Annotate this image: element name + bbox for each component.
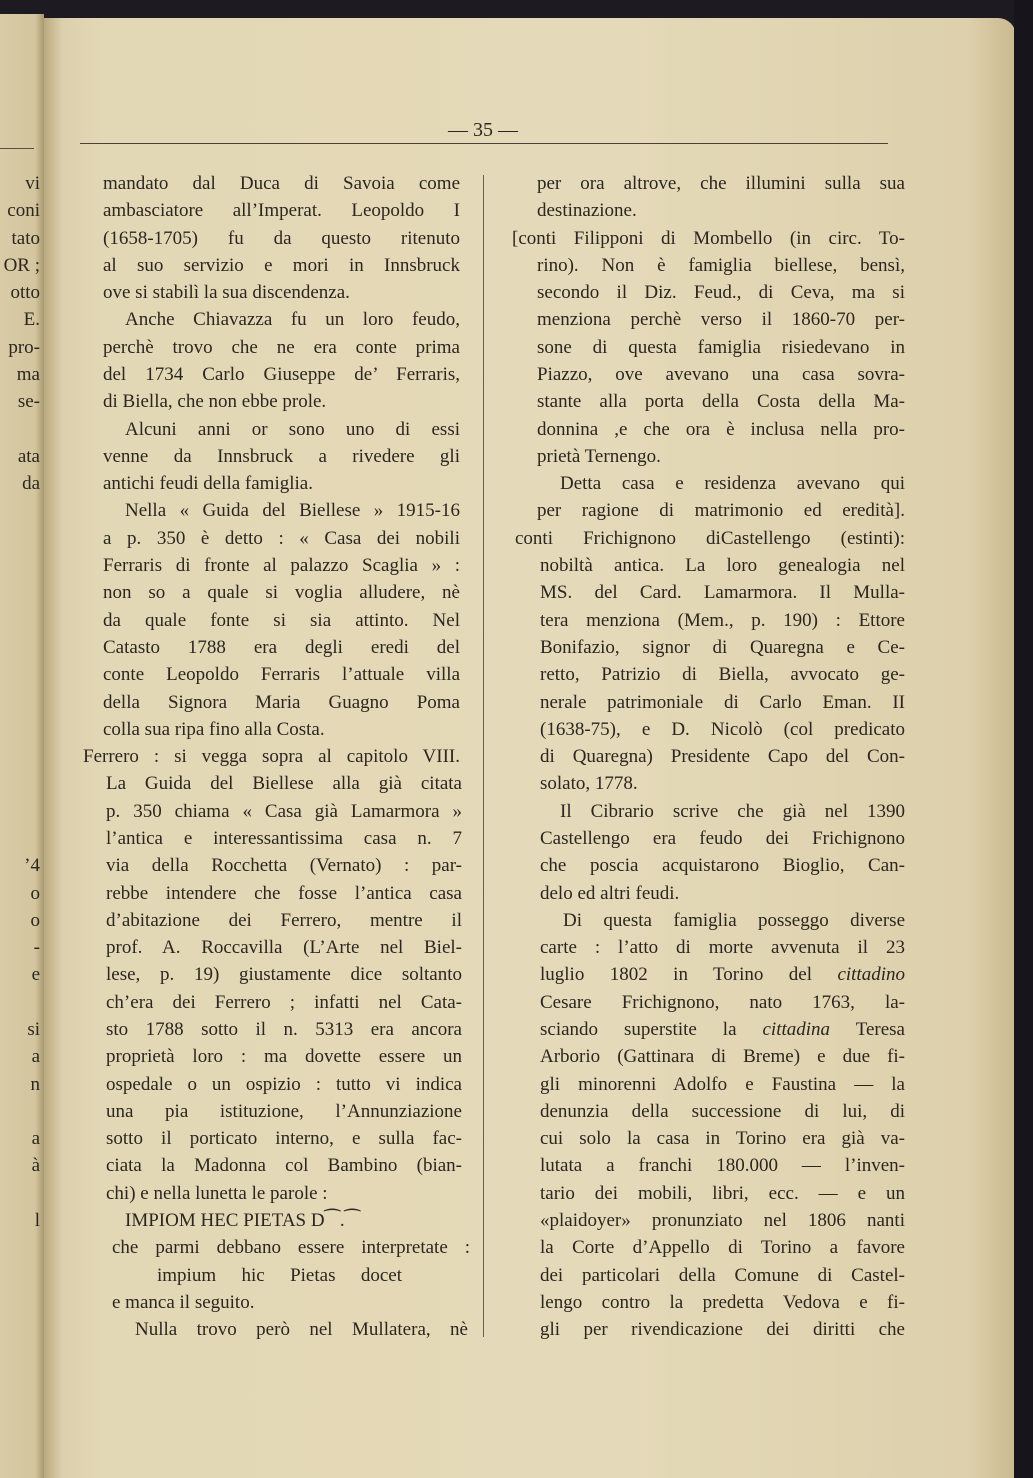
right-column-line: di Quaregna) Presidente Capo del Con- xyxy=(540,746,905,768)
right-column-line: Piazzo, ove avevano una casa sovra- xyxy=(537,364,905,386)
left-column-line: l’antica e interessantissima casa n. 7 xyxy=(106,827,462,849)
left-column-line: Ferrero : si vegga sopra al capitolo VIII. xyxy=(83,746,460,768)
right-column-line: Di questa famiglia posseggo diverse xyxy=(563,909,905,931)
right-column-line: la Corte d’Appello di Torino a favore xyxy=(540,1237,905,1259)
right-column-line: donnina ,e che ora è inclusa nella pro- xyxy=(537,418,905,440)
page-number: — 35 — xyxy=(448,119,518,141)
previous-page-text-fragment: tato xyxy=(11,227,40,249)
page-shadow-edge xyxy=(1014,0,1033,1478)
right-column-line: denunzia della successione di lui, di xyxy=(540,1100,905,1122)
right-column-line: per ora altrove, che illumini sulla sua xyxy=(537,173,905,194)
right-column-line: cui solo la casa in Torino era già va- xyxy=(540,1128,905,1150)
right-column-line: gli per rivendicazione dei diritti che xyxy=(540,1319,905,1341)
previous-page-text-fragment: pro- xyxy=(8,336,40,358)
previous-page-text-fragment: ma xyxy=(16,364,40,386)
right-column-line: conti Frichignono diCastellengo (estinti): xyxy=(515,527,905,549)
right-column-line: dei particolari della Comune di Castel- xyxy=(540,1264,905,1286)
italic-word: cittadino xyxy=(837,964,905,986)
right-column-line: MS. del Card. Lamarmora. Il Mulla- xyxy=(540,582,905,604)
column-divider xyxy=(483,175,484,1337)
right-column-line: solato, 1778. xyxy=(540,773,638,795)
left-column-line: (1658-1705) fu da questo ritenuto xyxy=(103,227,460,249)
left-column-line: e manca il seguito. xyxy=(112,1291,255,1313)
right-column-line: Bonifazio, signor di Quaregna e Ce- xyxy=(540,636,905,658)
left-column-line: non so a quale si voglia alludere, nè xyxy=(103,582,460,604)
previous-page-text-fragment: e xyxy=(31,964,40,986)
previous-page-text-fragment: otto xyxy=(10,282,40,304)
right-column-line: prietà Ternengo. xyxy=(537,445,661,467)
previous-page-text-fragment: E. xyxy=(23,309,40,331)
left-column-line: conte Leopoldo Ferraris l’attuale villa xyxy=(103,664,460,686)
right-column-line: lutata a franchi 180.000 — l’inven- xyxy=(540,1155,905,1177)
right-column-line: stante alla porta della Costa della Ma- xyxy=(537,391,905,413)
right-column-line: carte : l’atto di morte avvenuta il 23 xyxy=(540,937,905,959)
right-column-line: sciando superstite la cittadina Teresa xyxy=(540,1018,905,1040)
left-column-line: ospedale o un ospizio : tutto vi indica xyxy=(106,1073,462,1095)
left-column-line: Anche Chiavazza fu un loro feudo, xyxy=(125,309,460,331)
left-column-line: impium hic Pietas docet xyxy=(157,1264,402,1286)
left-column-line: di Biella, che non ebbe prole. xyxy=(103,391,327,413)
right-column-line: Castellengo era feudo dei Frichignono xyxy=(540,827,905,849)
right-column-line: Arborio (Gattinara di Breme) e due fi- xyxy=(540,1046,905,1068)
left-column-line: p. 350 chiama « Casa già Lamarmora » xyxy=(106,800,462,822)
right-column-line: nerale patrimoniale di Carlo Eman. II xyxy=(540,691,905,713)
right-column-line: per ragione di matrimonio ed eredità]. xyxy=(537,500,905,522)
right-column-line: delo ed altri feudi. xyxy=(540,882,680,904)
previous-page-text-fragment: se- xyxy=(17,391,40,413)
right-column-line: [conti Filipponi di Mombello (in circ. To- xyxy=(512,227,905,249)
left-column-line: una pia istituzione, l’Annunziazione xyxy=(106,1100,462,1122)
right-column-line: luglio 1802 in Torino del cittadino xyxy=(540,964,905,986)
left-column-line: a p. 350 è detto : « Casa dei nobili xyxy=(103,527,460,549)
header-rule xyxy=(80,143,888,144)
left-column-line: colla sua ripa fino alla Costa. xyxy=(103,718,325,740)
left-column-line: Catasto 1788 era degli eredi del xyxy=(103,636,460,658)
left-column-line: antichi feudi della famiglia. xyxy=(103,473,313,495)
previous-page-text-fragment: si xyxy=(27,1018,40,1040)
previous-page-text-fragment: coni xyxy=(7,200,40,222)
left-column-line: mandato dal Duca di Savoia come xyxy=(103,173,460,194)
left-column-line: prof. A. Roccavilla (L’Arte nel Biel- xyxy=(106,937,462,959)
left-column-line: al suo servizio e mori in Innsbruck xyxy=(103,254,460,276)
right-column-line: menziona perchè verso il 1860-70 per- xyxy=(537,309,905,331)
left-column-line: perchè trovo che ne era conte prima xyxy=(103,336,460,358)
left-column-line: Nulla trovo però nel Mullatera, nè xyxy=(135,1319,468,1341)
right-column-line: Il Cibrario scrive che già nel 1390 xyxy=(560,800,905,822)
left-column-line: lese, p. 19) giustamente dice soltanto xyxy=(106,964,462,986)
left-column-line: sotto il porticato interno, e sulla fac- xyxy=(106,1128,462,1150)
previous-page-text-fragment: à xyxy=(31,1155,40,1177)
previous-page-text-fragment: a xyxy=(31,1128,40,1150)
left-column-line: La Guida del Biellese alla già citata xyxy=(106,773,462,795)
previous-page-header-rule xyxy=(0,148,34,149)
left-column-line: chi) e nella lunetta le parole : xyxy=(106,1182,328,1204)
previous-page-text-fragment: OR ; xyxy=(3,254,40,276)
left-column-line: rebbe intendere che fosse l’antica casa xyxy=(106,882,462,904)
right-column-line: secondo il Diz. Feud., di Ceva, ma si xyxy=(537,282,905,304)
left-column-line: sto 1788 sotto il n. 5313 era ancora xyxy=(106,1018,462,1040)
previous-page-text-fragment: o xyxy=(30,909,40,931)
left-column-line: Nella « Guida del Biellese » 1915-16 xyxy=(125,500,460,522)
previous-page-text-fragment: n xyxy=(30,1073,40,1095)
left-column-line: ch’era dei Ferrero ; infatti nel Cata- xyxy=(106,991,462,1013)
right-column-line: rino). Non è famiglia biellese, bensì, xyxy=(537,254,905,276)
right-column-line: che poscia acquistarono Bioglio, Can- xyxy=(540,855,905,877)
right-column-line: tera menziona (Mem., p. 190) : Ettore xyxy=(540,609,905,631)
right-column-line: nobiltà antica. La loro genealogia nel xyxy=(540,555,905,577)
right-column-line: Detta casa e residenza avevano qui xyxy=(560,473,905,495)
right-column-line: tario dei mobili, libri, ecc. — e un xyxy=(540,1182,905,1204)
left-column-line: ambasciatore all’Imperat. Leopoldo I xyxy=(103,200,460,222)
previous-page-text-fragment: - xyxy=(33,937,40,959)
previous-page-text-fragment: o xyxy=(30,882,40,904)
right-column-line: gli minorenni Adolfo e Faustina — la xyxy=(540,1073,905,1095)
right-column-line: lengo contro la predetta Vedova e fi- xyxy=(540,1291,905,1313)
left-column-line: che parmi debbano essere interpretate : xyxy=(112,1237,470,1259)
left-column-line: del 1734 Carlo Giuseppe de’ Ferraris, xyxy=(103,364,460,386)
previous-page-text-fragment: ata xyxy=(17,445,40,467)
previous-page-text-fragment: l xyxy=(34,1210,40,1232)
left-column-line: proprietà loro : ma dovette essere un xyxy=(106,1046,462,1068)
left-column-line: via della Rocchetta (Vernato) : par- xyxy=(106,855,462,877)
previous-page-text-fragment: a xyxy=(31,1046,40,1068)
left-column-line: Alcuni anni or sono uno di essi xyxy=(125,418,460,440)
left-column-line: venne da Innsbruck a rivedere gli xyxy=(103,445,460,467)
right-column-line: «plaidoyer» pronunziato nel 1806 nanti xyxy=(540,1210,905,1232)
left-column-line: IMPIOM HEC PIETAS D⁀.⁀ xyxy=(125,1210,360,1232)
left-column-line: della Signora Maria Guagno Poma xyxy=(103,691,460,713)
right-column-line: Cesare Frichignono, nato 1763, la- xyxy=(540,991,905,1013)
previous-page-text-fragment: da xyxy=(22,473,40,495)
left-column-line: da quale fonte si sia attinto. Nel xyxy=(103,609,460,631)
previous-page-text-fragment: ’4 xyxy=(24,855,40,877)
right-column-line: sone di questa famiglia risiedevano in xyxy=(537,336,905,358)
italic-word: cittadina xyxy=(762,1018,831,1040)
right-column-line: destinazione. xyxy=(537,200,637,222)
left-column-line: Ferraris di fronte al palazzo Scaglia » : xyxy=(103,555,460,577)
left-column-line: ove si stabilì la sua discendenza. xyxy=(103,282,350,304)
right-column-line: (1638-75), e D. Nicolò (col predicato xyxy=(540,718,905,740)
left-column-line: ciata la Madonna col Bambino (bian- xyxy=(106,1155,462,1177)
previous-page-text-fragment: vi xyxy=(25,173,40,194)
left-column-line: d’abitazione dei Ferrero, mentre il xyxy=(106,909,462,931)
right-column-line: retto, Patrizio di Biella, avvocato ge- xyxy=(540,664,905,686)
